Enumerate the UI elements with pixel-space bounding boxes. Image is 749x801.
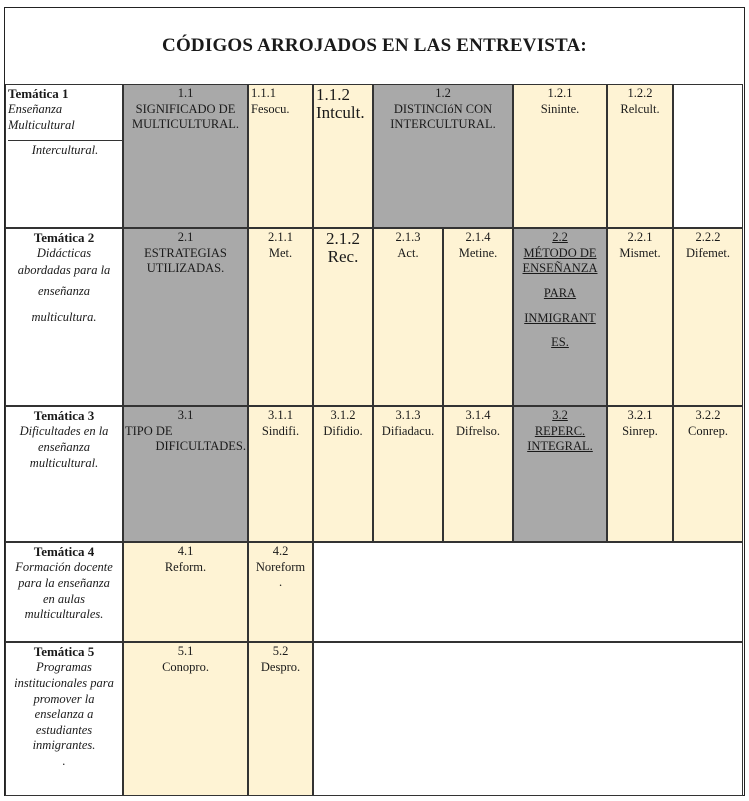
- code-3-2-1: 3.2.1 Sinrep.: [607, 406, 673, 542]
- code-2-2-1: 2.2.1 Mismet.: [607, 228, 673, 406]
- code-5-1: 5.1 Conopro.: [123, 642, 248, 796]
- code-3-2-2: 3.2.2 Conrep.: [673, 406, 743, 542]
- code-2-2-2: 2.2.2 Difemet.: [673, 228, 743, 406]
- code-1-2: 1.2 DISTINCIóN CON INTERCULTURAL.: [373, 84, 513, 228]
- code-2-1-2: 2.1.2 Rec.: [313, 228, 373, 406]
- code-2-1: 2.1 ESTRATEGIAS UTILIZADAS.: [123, 228, 248, 406]
- code-3-1-3: 3.1.3 Difiadacu.: [373, 406, 443, 542]
- code-1-1: 1.1 SIGNIFICADO DE MULTICULTURAL.: [123, 84, 248, 228]
- empty-cell-row-5: [313, 642, 743, 796]
- empty-cell-row-1: [673, 84, 743, 228]
- tematica-3-header: Temática 3 Dificultades en la enseñanza multicultural.: [5, 406, 123, 542]
- tematica-1-title: Temática 1: [8, 86, 69, 101]
- code-5-2: 5.2 Despro.: [248, 642, 313, 796]
- tematica-4-header: Temática 4 Formación docente para la enseñanza en aulas multiculturales.: [5, 542, 123, 642]
- code-1-1-2: 1.1.2 Intcult.: [313, 84, 373, 228]
- code-1-2-1: 1.2.1 Sininte.: [513, 84, 607, 228]
- code-4-1: 4.1 Reform.: [123, 542, 248, 642]
- tematica-1-desc-1: Enseñanza: [8, 102, 63, 117]
- code-3-1: 3.1 TIPO DE DIFICULTADES.: [123, 406, 248, 542]
- code-2-1-1: 2.1.1 Met.: [248, 228, 313, 406]
- code-2-1-3: 2.1.3 Act.: [373, 228, 443, 406]
- tematica-5-header: Temática 5 Programas institucionales para promover la enselanza a estudiantes inmigrantes. .: [5, 642, 123, 796]
- code-4-2: 4.2 Noreform .: [248, 542, 313, 642]
- codes-table: [4, 7, 745, 796]
- code-3-2: 3.2 REPERC. INTEGRAL.: [513, 406, 607, 542]
- code-3-1-2: 3.1.2 Difidio.: [313, 406, 373, 542]
- table-title: CÓDIGOS ARROJADOS EN LAS ENTREVISTA:: [162, 35, 587, 56]
- tematica-1-header: [5, 84, 123, 228]
- empty-cell-row-4: [313, 542, 743, 642]
- tematica-1-desc-3: Intercultural.: [8, 140, 122, 159]
- tematica-2-header: Temática 2 Didácticas abordadas para la enseñanza multicultura.: [5, 228, 123, 406]
- code-2-1-4: 2.1.4 Metine.: [443, 228, 513, 406]
- code-2-2: 2.2 MÉTODO DE ENSEÑANZA PARA INMIGRANT ES.: [513, 228, 607, 406]
- code-1-1-1: 1.1.1 Fesocu.: [248, 84, 313, 228]
- tematica-1-desc-2: Multicultural: [8, 117, 75, 132]
- code-1-2-2: 1.2.2 Relcult.: [607, 84, 673, 228]
- code-3-1-4: 3.1.4 Difrelso.: [443, 406, 513, 542]
- code-3-1-1: 3.1.1 Sindifi.: [248, 406, 313, 542]
